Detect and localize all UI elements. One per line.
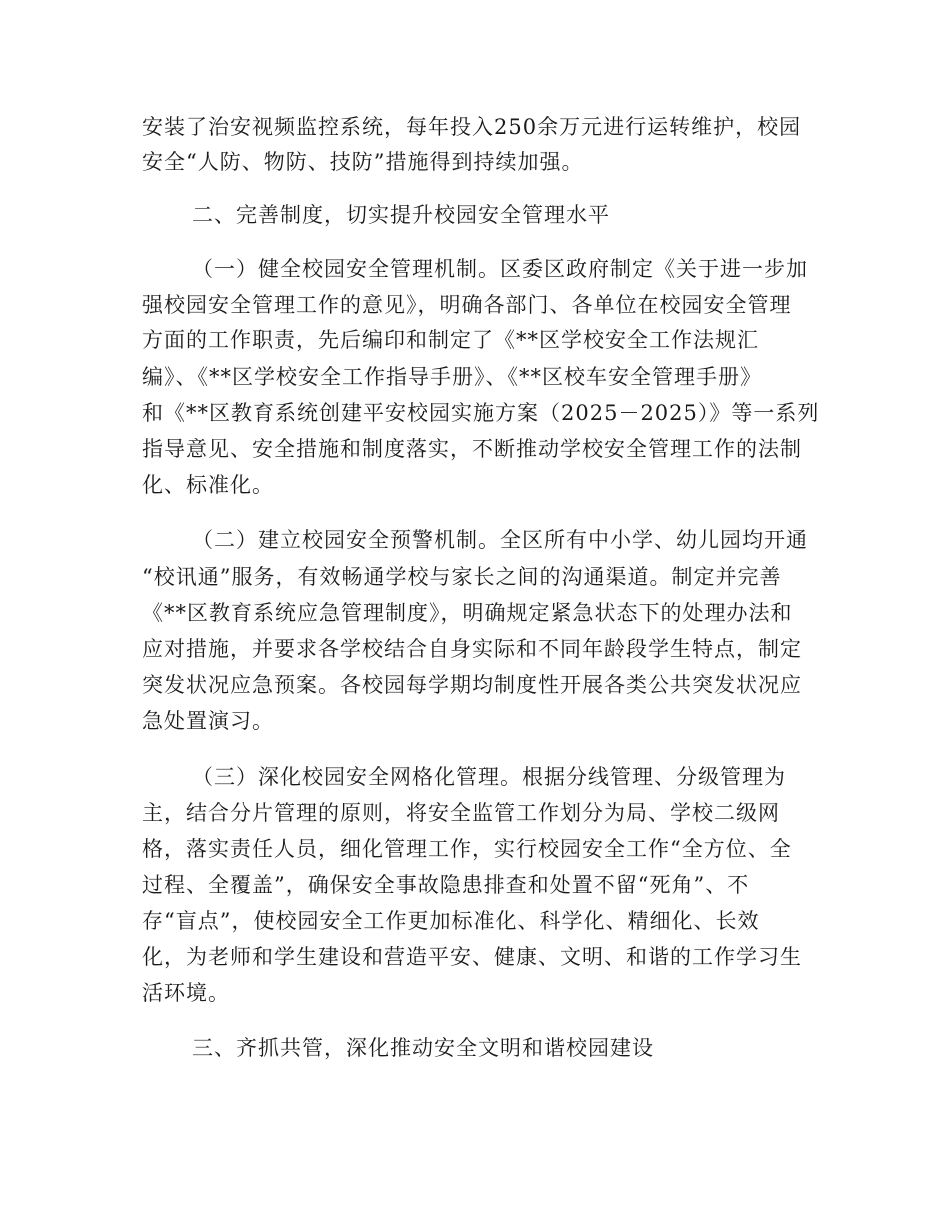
paragraph-line: 指导意见、安全措施和制度落实，不断推动学校安全管理工作的法制 <box>142 437 802 461</box>
paragraph-line: 应对措施，并要求各学校结合自身实际和不同年龄段学生特点，制定 <box>142 637 802 661</box>
section-heading-3: 三、齐抓共管，深化推动安全文明和谐校园建设 <box>192 1036 654 1060</box>
paragraph-line: 活环境。 <box>142 981 230 1005</box>
paragraph-line: “校讯通”服务，有效畅通学校与家长之间的沟通渠道。制定并完善 <box>142 565 782 589</box>
paragraph-line: 编》、《**区学校安全工作指导手册》、《**区校车安全管理手册》 <box>142 365 762 389</box>
paragraph-line: 化，为老师和学生建设和营造平安、健康、文明、和谐的工作学习生 <box>142 945 802 969</box>
section-heading-2: 二、完善制度，切实提升校园安全管理水平 <box>192 203 610 227</box>
paragraph-line: 和《**区教育系统创建平安校园实施方案（2025－2025）》等一系列 <box>142 401 820 425</box>
paragraph-line: 强校园安全管理工作的意见》，明确各部门、各单位在校园安全管理 <box>142 293 792 317</box>
paragraph-line: 安全“人防、物防、技防”措施得到持续加强。 <box>142 150 584 174</box>
paragraph-line: 《**区教育系统应急管理制度》，明确规定紧急状态下的处理办法和 <box>142 601 793 625</box>
paragraph-line: 方面的工作职责，先后编印和制定了《**区学校安全工作法规汇 <box>142 328 759 352</box>
paragraph-line: 急处置演习。 <box>142 709 274 733</box>
paragraph-line: 过程、全覆盖”，确保安全事故隐患排查和处置不留“死角”、不 <box>142 873 750 897</box>
paragraph-line: （三）深化校园安全网格化管理。根据分线管理、分级管理为 <box>192 765 786 789</box>
paragraph-line: （二）建立校园安全预警机制。全区所有中小学、幼儿园均开通 <box>192 528 808 552</box>
paragraph-line: 化、标准化。 <box>142 473 274 497</box>
paragraph-line: 格，落实责任人员，细化管理工作，实行校园安全工作“全方位、全 <box>142 837 792 861</box>
paragraph-line: （一）健全校园安全管理机制。区委区政府制定《关于进一步加 <box>192 257 808 281</box>
paragraph-line: 存“盲点”，使校园安全工作更加标准化、科学化、精细化、长效 <box>142 909 760 933</box>
paragraph-line: 安装了治安视频监控系统，每年投入250余万元进行运转维护，校园 <box>142 115 802 139</box>
paragraph-line: 主，结合分片管理的原则，将安全监管工作划分为局、学校二级网 <box>142 801 780 825</box>
paragraph-line: 突发状况应急预案。各校园每学期均制度性开展各类公共突发状况应 <box>142 673 802 697</box>
